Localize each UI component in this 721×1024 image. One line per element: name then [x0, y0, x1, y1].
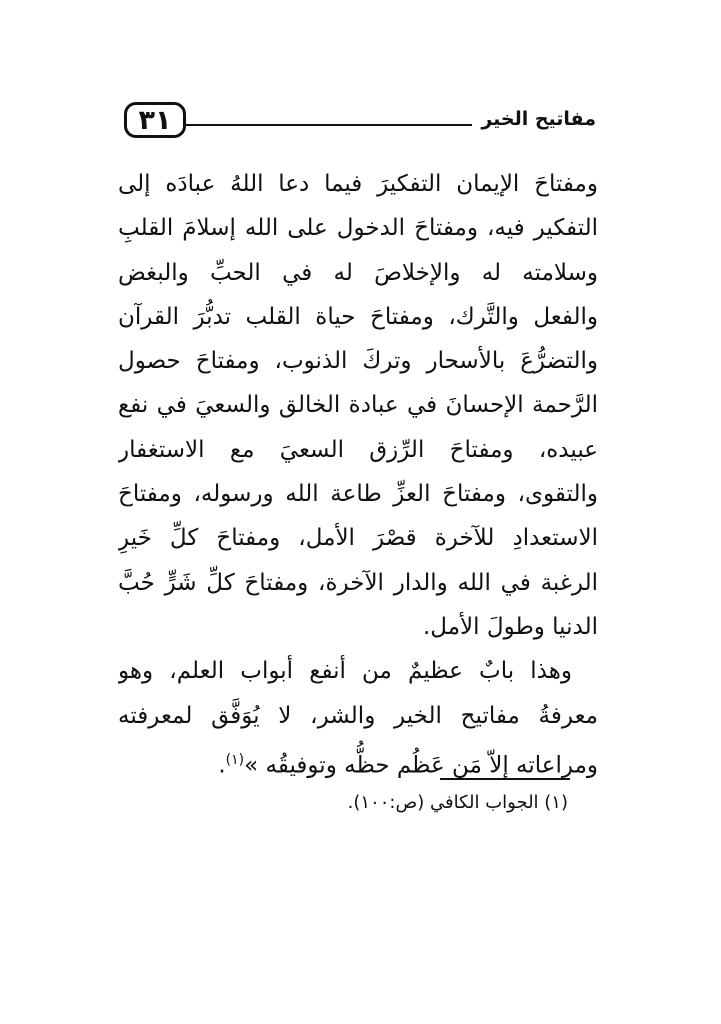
- text-line: معرفةُ مفاتيح الخير والشر، لا يُوَفَّق لمعرفته: [118, 702, 598, 729]
- text-line: ومفتاحَ الإيمان التفكيرَ فيما دعا اللهُ عبادَه إلى: [118, 171, 598, 197]
- footnote-separator: [440, 778, 570, 780]
- page-header: [124, 98, 596, 144]
- text-line: عبيده، ومفتاحَ الرِّزق السعيَ مع الاستغفار: [118, 436, 598, 463]
- text-line-final: [118, 738, 598, 782]
- text-line: وهذا بابٌ عظيمٌ من أنفع أبواب العلم، وهو: [118, 658, 572, 685]
- text-line: وسلامته له والإخلاصَ له في الحبِّ والبغض: [118, 259, 598, 286]
- text-line-content: ومراعاته إلاّ مَن عَظُم حظُّه وتوفيقُه »: [244, 752, 598, 779]
- text-line: التفكير فيه، ومفتاحَ الدخول على الله إسلامَ القلبِ: [118, 215, 598, 242]
- text-line: والتقوى، ومفتاحَ العزِّ طاعة الله ورسوله، ومفتاحَ: [118, 481, 598, 508]
- footnote: (١) الجواب الكافي (ص:١٠٠).: [347, 792, 568, 813]
- page-number-box: [124, 102, 186, 138]
- header-rule: [186, 124, 472, 126]
- text-line: الرغبة في الله والدار الآخرة، ومفتاحَ كلِّ شَرٍّ حُبَّ: [118, 569, 598, 596]
- closing-period: .: [218, 752, 226, 779]
- page-number: ٣١: [138, 104, 172, 136]
- text-line: الدنيا وطولَ الأمل.: [422, 613, 598, 640]
- text-line: الاستعدادِ للآخرة قصْرَ الأمل، ومفتاحَ كلِّ خَيرِ: [118, 525, 598, 552]
- text-line: الرَّحمة الإحسانَ في عبادة الخالق والسعيَ في نفع: [118, 392, 598, 419]
- text-line: والفعل والتَّرك، ومفتاحَ حياة القلب تدبُّرَ القرآن: [118, 303, 598, 330]
- body-text: [118, 162, 598, 782]
- footnote-reference: (١): [225, 751, 245, 768]
- text-line: والتضرُّعَ بالأسحار وتركَ الذنوب، ومفتاحَ حصول: [118, 348, 598, 375]
- running-title: مفاتيح الخير: [481, 108, 596, 130]
